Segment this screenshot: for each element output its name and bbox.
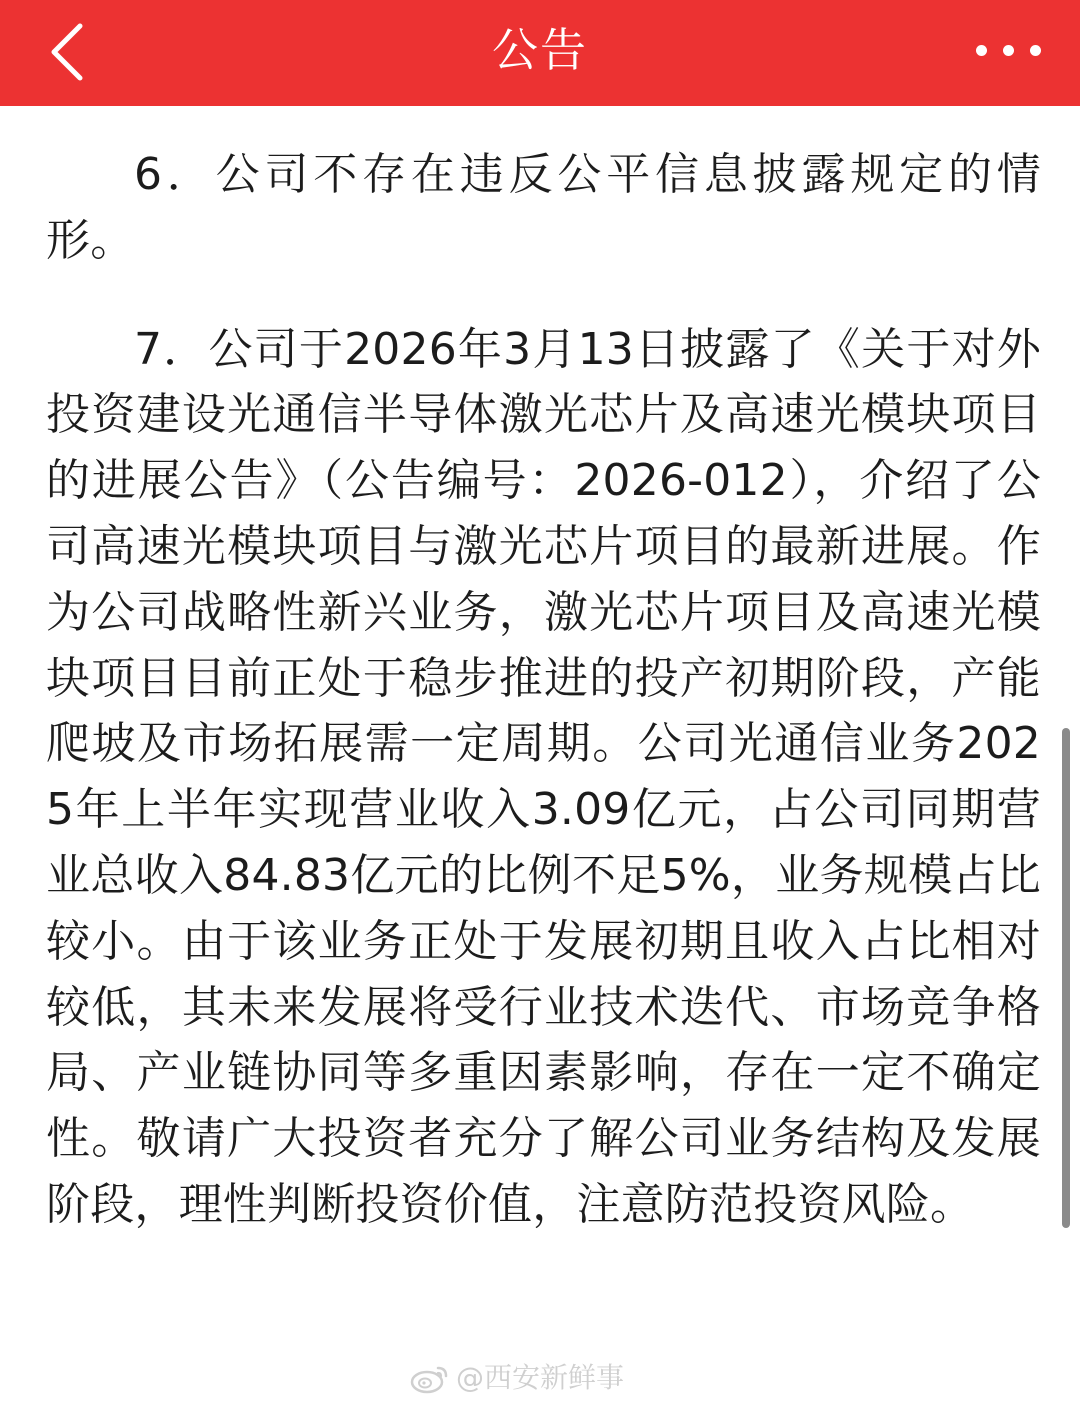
page-title: 公告	[492, 23, 588, 77]
top-navigation-bar	[0, 0, 1080, 106]
announcement-body	[46, 142, 1041, 1238]
weibo-logo-icon	[410, 1362, 450, 1394]
chevron-left-icon	[48, 22, 88, 82]
vertical-scrollbar[interactable]	[1062, 728, 1070, 1228]
weibo-watermark	[410, 1358, 624, 1398]
watermark-text: @西安新鲜事	[456, 1361, 625, 1394]
more-options-button[interactable]	[960, 20, 1060, 80]
paragraph-item-7: 7．公司于2026年3月13日披露了《关于对外投资建设光通信半导体激光芯片及高速光模块项目的进展公告》（公告编号：2026-012），介绍了公司高速光模块项目与激光芯片项目的最新进展。作为公司战略性新兴业务，激光芯片项目及高速光模块项目目前正处于稳步推进的投产初期阶段，产能爬坡及市场拓展需一定周期。公司光通信业务2025年上半年实现营业收入3.09亿元，占公司同期营业总收入84.83亿元的比例不足5%，业务规模占比较小。由于该业务正处于发展初期且收入占比相对较低，其未来发展将受行业技术迭代、市场竞争格局、产业链协同等多重因素影响，存在一定不确定性。敬请广大投资者充分了解公司业务结构及发展阶段，理性判断投资价值，注意防范投资风险。	[46, 323, 1041, 1230]
paragraph-item-6: 6．公司不存在违反公平信息披露规定的情形。	[46, 149, 1041, 266]
back-button[interactable]	[30, 12, 110, 92]
